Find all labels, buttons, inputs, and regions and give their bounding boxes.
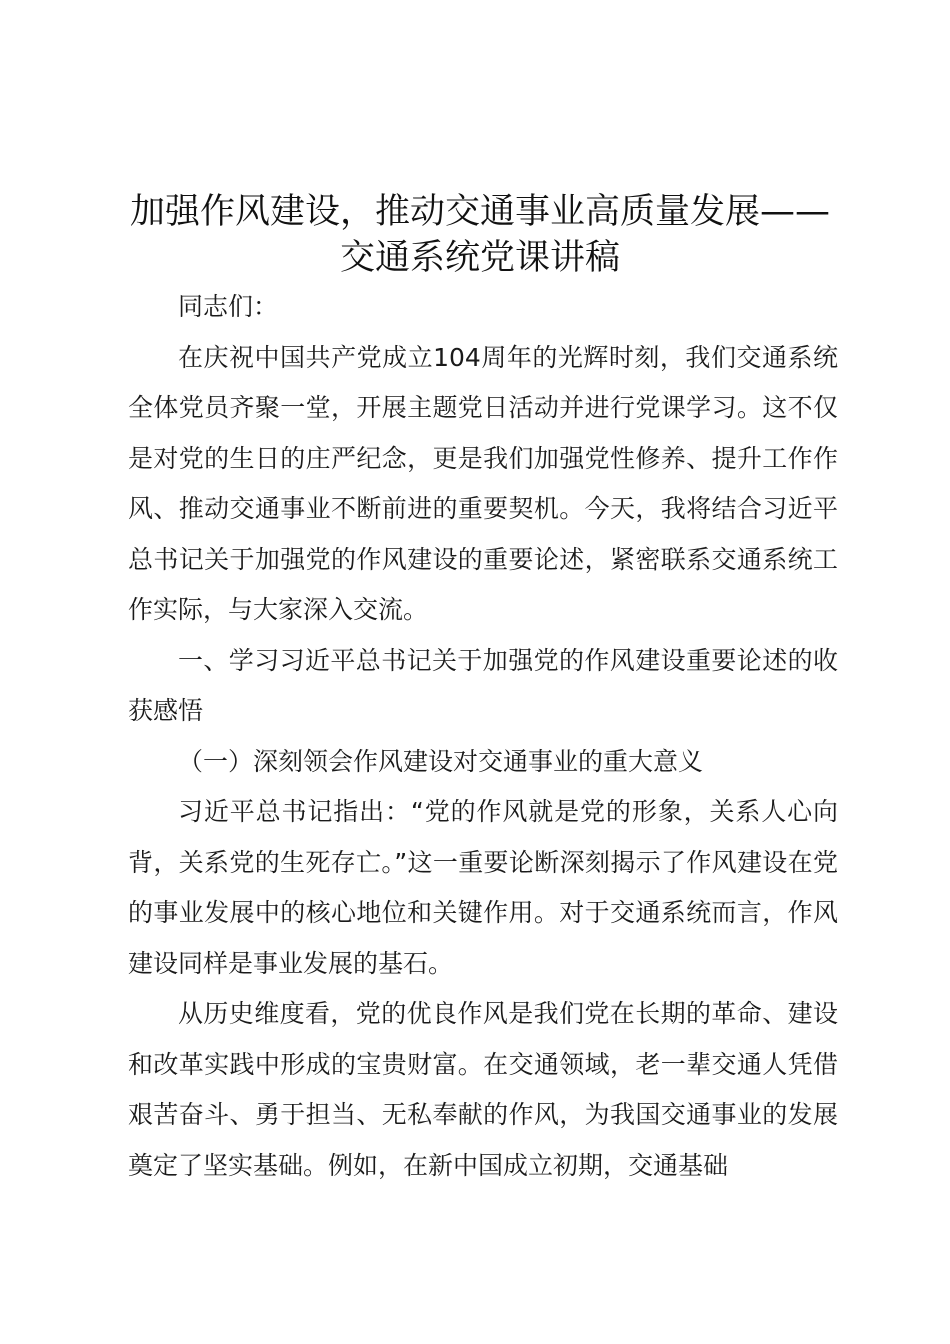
document-title-line-2: 交通系统党课讲稿 [339,238,620,278]
subsection-heading-1: （一）深刻领会作风建设对交通事业的重大意义 [178,746,704,776]
paragraph-intro: 在庆祝中国共产党成立104周年的光辉时刻，我们交通系统全体党员齐聚一堂，开展主题党日活动并进行党课学习。这不仅是对党的生日的庄严纪念，更是我们加强党性修养、提升工作作风、推动交通事业不断前进的重要契机。今天，我将结合习近平总书记关于加强党的作风建设的重要论述，紧密联系交通系统工作实际，与大家深入交流。 [128,342,838,624]
document-title-line-1: 加强作风建设，推动交通事业高质量发展—— [129,192,830,232]
salutation: 同志们： [178,292,279,321]
paragraph-quote: 习近平总书记指出：“党的作风就是党的形象，关系人心向背，关系党的生死存亡。”这一重要论断深刻揭示了作风建设在党的事业发展中的核心地位和关键作用。对于交通系统而言，作风建设同样是事业发展的基石。 [128,797,838,978]
section-heading-1: 一、学习习近平总书记关于加强党的作风建设重要论述的收获感悟 [128,645,838,725]
paragraph-history: 从历史维度看，党的优良作风是我们党在长期的革命、建设和改革实践中形成的宝贵财富。在交通领域，老一辈交通人凭借艰苦奋斗、勇于担当、无私奉献的作风，为我国交通事业的发展奠定了坚实基础。例如，在新中国成立初期，交通基础 [128,999,838,1180]
document-body [128,282,838,1191]
